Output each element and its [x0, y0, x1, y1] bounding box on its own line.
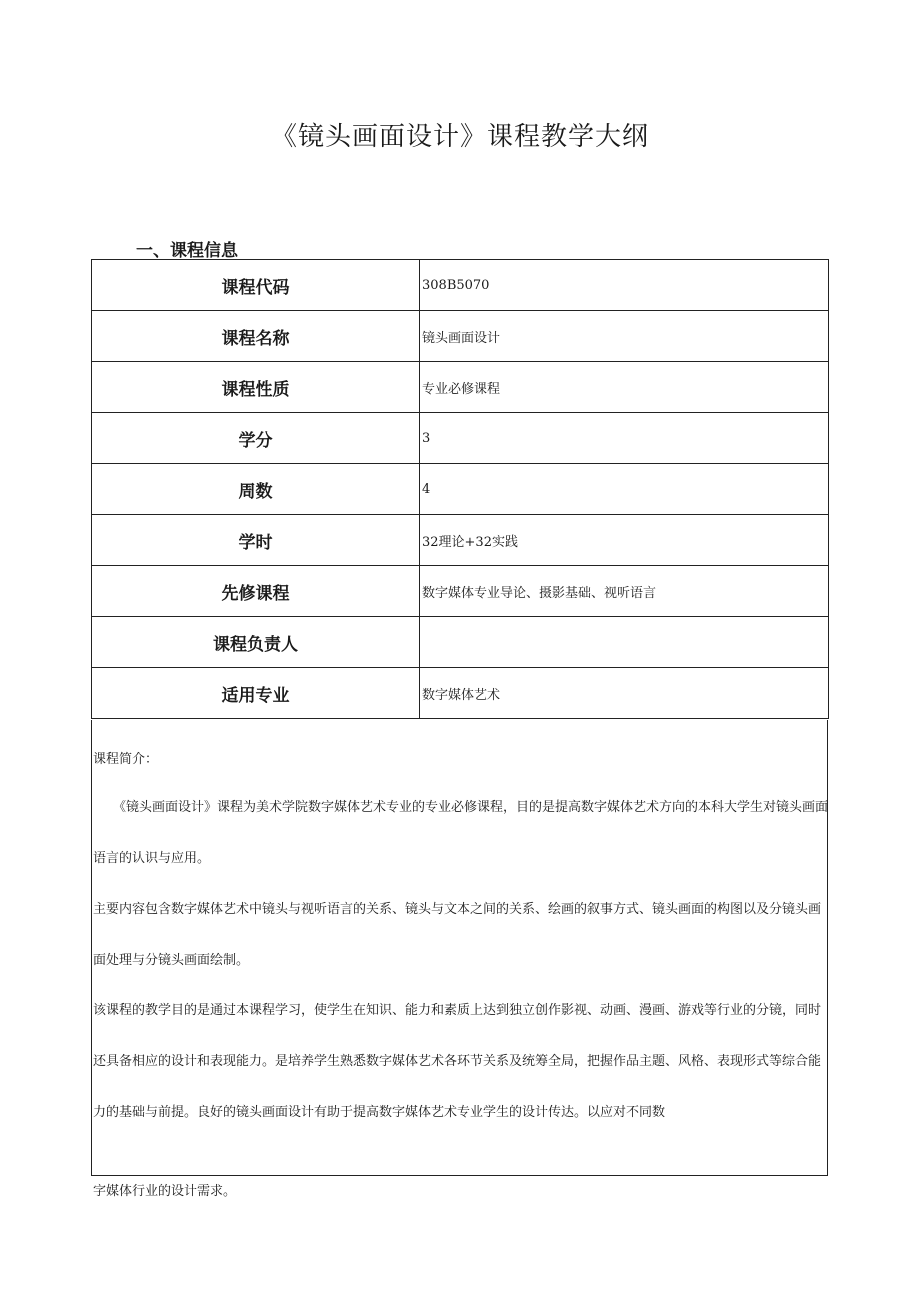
info-label: 学时 — [92, 515, 420, 566]
info-row — [92, 617, 829, 668]
info-label: 周数 — [92, 464, 420, 515]
info-row — [92, 260, 829, 311]
intro-paragraph-1: 《镜头画面设计》课程为美术学院数字媒体艺术专业的专业必修课程，目的是提高数字媒体艺术方向的本科大学生对镜头画面语言的认识与应用。 — [93, 800, 829, 866]
info-label: 学分 — [92, 413, 420, 464]
info-row — [92, 311, 829, 362]
info-row — [92, 464, 829, 515]
info-value: 数字媒体艺术 — [420, 668, 829, 719]
info-row — [92, 413, 829, 464]
info-row — [92, 362, 829, 413]
section-heading-course-info: 一、课程信息 — [136, 241, 238, 261]
info-value: 专业必修课程 — [420, 362, 829, 413]
info-row — [92, 515, 829, 566]
intro-overflow-text: 字媒体行业的设计需求。 — [93, 1184, 237, 1199]
info-value: 数字媒体专业导论、摄影基础、视听语言 — [420, 566, 829, 617]
intro-paragraph-3: 该课程的教学目的是通过本课程学习，使学生在知识、能力和素质上达到独立创作影视、动画、漫画、游戏等行业的分镜，同时还具备相应的设计和表现能力。是培养学生熟悉数字媒体艺术各环节关系及统筹全局，把握作品主题、风格、表现形式等综合能力的基础与前提。良好的镜头画面设计有助于提高数字媒体艺术专业学生的设计传达。以应对不同数 — [93, 1003, 822, 1120]
info-row — [92, 668, 829, 719]
info-value: 3 — [420, 413, 829, 464]
document-title: 《镜头画面设计》课程教学大纲 — [270, 122, 649, 152]
intro-paragraph-2: 主要内容包含数字媒体艺术中镜头与视听语言的关系、镜头与文本之间的关系、绘画的叙事方式、镜头画面的构图以及分镜头画面处理与分镜头画面绘制。 — [93, 902, 822, 968]
info-value: 4 — [420, 464, 829, 515]
course-intro-label: 课程简介： — [93, 752, 159, 767]
info-label: 课程代码 — [92, 260, 420, 311]
course-info-table — [91, 259, 829, 719]
info-value — [420, 617, 829, 668]
info-value: 32理论+32实践 — [420, 515, 829, 566]
info-row — [92, 566, 829, 617]
info-label: 课程性质 — [92, 362, 420, 413]
info-label: 先修课程 — [92, 566, 420, 617]
info-label: 课程名称 — [92, 311, 420, 362]
info-label: 适用专业 — [92, 668, 420, 719]
info-label: 课程负责人 — [92, 617, 420, 668]
info-value: 308B5070 — [420, 260, 829, 311]
info-value: 镜头画面设计 — [420, 311, 829, 362]
